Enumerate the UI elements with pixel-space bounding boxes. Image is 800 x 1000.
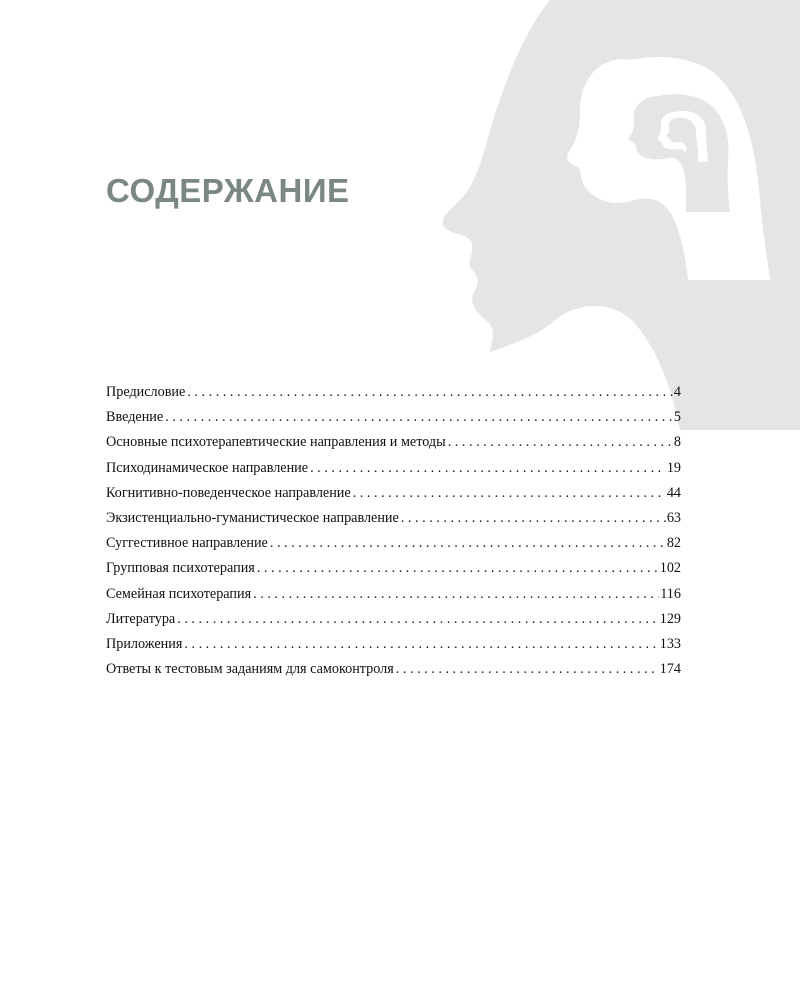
- toc-entry-title: Психодинамическое направление: [106, 459, 309, 476]
- toc-dot-leader: [165, 409, 673, 426]
- toc-entry-page-number: 82: [666, 535, 681, 552]
- toc-dot-leader: [396, 661, 659, 678]
- toc-entry-title: Семейная психотерапия: [106, 585, 252, 602]
- toc-dot-leader: [177, 611, 658, 628]
- stem-shape: [686, 150, 698, 212]
- middle-head-shape: [628, 94, 730, 212]
- toc-entry-page-number: 19: [666, 459, 681, 476]
- toc-entry-title: Групповая психотерапия: [106, 560, 255, 577]
- toc-entry-page-number: 102: [659, 560, 681, 577]
- toc-entry[interactable]: [106, 510, 681, 535]
- toc-entry[interactable]: [106, 409, 681, 434]
- toc-dot-leader: [253, 586, 659, 603]
- toc-entry-title: Суггестивное направление: [106, 535, 268, 552]
- toc-entry-title: Приложения: [106, 635, 183, 652]
- toc-entry-title: Литература: [106, 610, 176, 627]
- table-of-contents: [106, 384, 681, 686]
- nested-head-silhouette-icon: [430, 0, 800, 430]
- toc-dot-leader: [310, 460, 666, 477]
- toc-dot-leader: [448, 434, 673, 451]
- toc-entry-page-number: 174: [659, 661, 681, 678]
- outer-head-shape: [443, 0, 800, 430]
- toc-entry-title: Предисловие: [106, 384, 186, 400]
- toc-entry-page-number: 133: [659, 635, 681, 652]
- toc-dot-leader: [401, 510, 666, 527]
- inner-head-shape: [666, 118, 698, 150]
- toc-dot-leader: [257, 560, 659, 577]
- toc-dot-leader: [187, 384, 673, 401]
- toc-entry-page-number: 5: [673, 409, 681, 426]
- toc-entry-title: Когнитивно-поведенческое направление: [106, 484, 351, 501]
- toc-entry[interactable]: [106, 384, 681, 409]
- toc-entry[interactable]: [106, 636, 681, 661]
- toc-entry[interactable]: [106, 535, 681, 560]
- page-title: СОДЕРЖАНИЕ: [106, 172, 350, 209]
- toc-entry-title: Введение: [106, 409, 164, 426]
- toc-entry-page-number: 129: [659, 610, 681, 627]
- toc-entry[interactable]: [106, 611, 681, 636]
- toc-dot-leader: [270, 535, 666, 552]
- toc-entry-title: Основные психотерапевтические направления и методы: [106, 434, 446, 451]
- toc-entry-page-number: 44: [666, 484, 681, 501]
- toc-entry[interactable]: [106, 661, 681, 686]
- toc-entry-page-number: 8: [673, 434, 681, 451]
- toc-entry-title: Ответы к тестовым заданиям для самоконтроля: [106, 661, 394, 678]
- toc-entry[interactable]: [106, 560, 681, 585]
- toc-entry-page-number: 4: [673, 384, 681, 400]
- toc-entry[interactable]: [106, 460, 681, 485]
- toc-entry-title: Экзистенциально-гуманистическое направление: [106, 509, 399, 526]
- toc-entry[interactable]: [106, 434, 681, 459]
- toc-dot-leader: [184, 636, 658, 653]
- toc-dot-leader: [353, 485, 666, 502]
- toc-entry-page-number: 116: [660, 585, 681, 602]
- toc-entry-page-number: 63: [666, 509, 681, 526]
- toc-entry[interactable]: [106, 485, 681, 510]
- toc-entry[interactable]: [106, 586, 681, 611]
